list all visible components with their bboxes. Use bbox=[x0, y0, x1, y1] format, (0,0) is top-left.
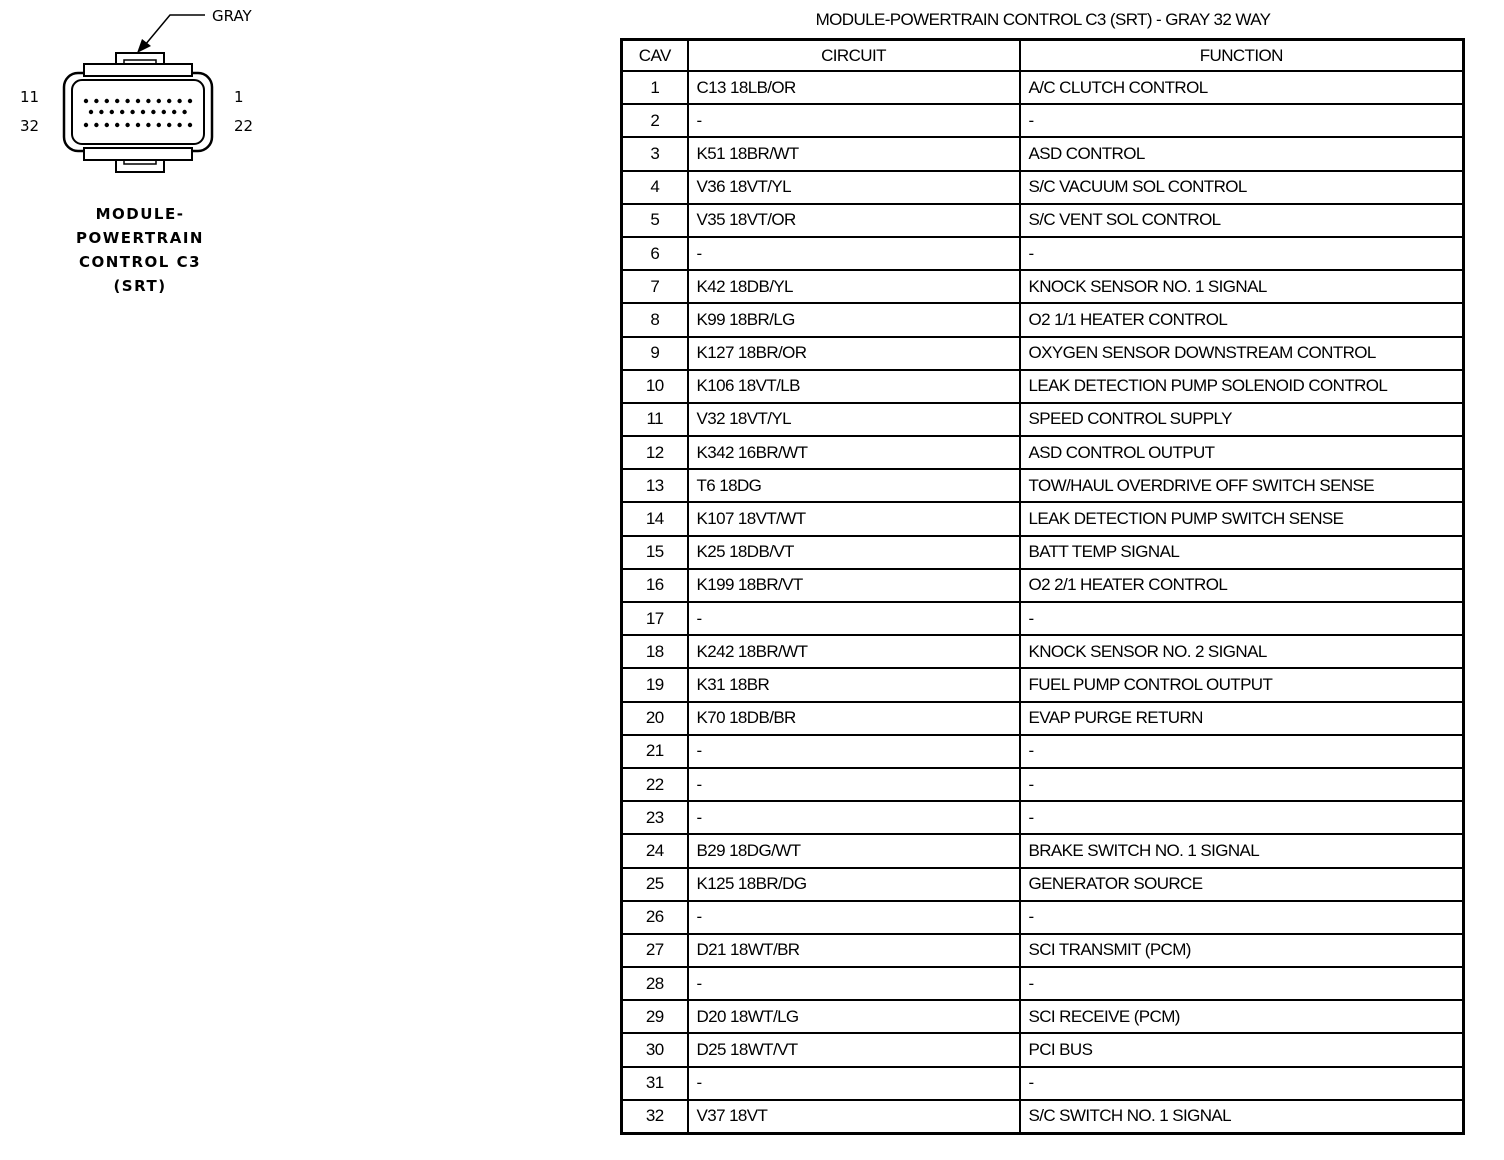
circuit-cell: K342 16BR/WT bbox=[688, 436, 1020, 469]
table-row bbox=[622, 801, 1464, 834]
connector-name bbox=[60, 202, 220, 298]
circuit-cell: - bbox=[688, 967, 1020, 1000]
function-cell: SPEED CONTROL SUPPLY bbox=[1020, 403, 1464, 436]
cav-cell: 25 bbox=[622, 868, 688, 901]
connector-name-line: CONTROL C3 bbox=[78, 253, 202, 271]
table-row bbox=[622, 502, 1464, 535]
function-cell: S/C VENT SOL CONTROL bbox=[1020, 204, 1464, 237]
header-function: FUNCTION bbox=[1020, 40, 1464, 72]
cav-cell: 22 bbox=[622, 768, 688, 801]
cav-cell: 30 bbox=[622, 1033, 688, 1066]
pinout-table bbox=[620, 38, 1465, 1135]
function-cell: - bbox=[1020, 768, 1464, 801]
pin-label-bottom-right: 22 bbox=[234, 117, 254, 135]
table-row bbox=[622, 635, 1464, 668]
cav-cell: 17 bbox=[622, 602, 688, 635]
cav-cell: 23 bbox=[622, 801, 688, 834]
table-row bbox=[622, 536, 1464, 569]
cav-cell: 21 bbox=[622, 735, 688, 768]
table-row bbox=[622, 171, 1464, 204]
function-cell: GENERATOR SOURCE bbox=[1020, 868, 1464, 901]
circuit-cell: - bbox=[688, 801, 1020, 834]
table-row bbox=[622, 967, 1464, 1000]
table-row bbox=[622, 702, 1464, 735]
cav-cell: 29 bbox=[622, 1000, 688, 1033]
function-cell: SCI RECEIVE (PCM) bbox=[1020, 1000, 1464, 1033]
circuit-cell: V37 18VT bbox=[688, 1100, 1020, 1134]
cav-cell: 7 bbox=[622, 270, 688, 303]
cav-cell: 10 bbox=[622, 370, 688, 403]
circuit-cell: B29 18DG/WT bbox=[688, 834, 1020, 867]
circuit-cell: T6 18DG bbox=[688, 469, 1020, 502]
function-cell: - bbox=[1020, 967, 1464, 1000]
function-cell: ASD CONTROL OUTPUT bbox=[1020, 436, 1464, 469]
table-row bbox=[622, 303, 1464, 336]
cav-cell: 3 bbox=[622, 137, 688, 170]
connector-pin bbox=[157, 123, 161, 127]
cav-cell: 2 bbox=[622, 104, 688, 137]
circuit-cell: V36 18VT/YL bbox=[688, 171, 1020, 204]
circuit-cell: - bbox=[688, 237, 1020, 270]
connector-pin bbox=[125, 99, 129, 103]
circuit-cell: D21 18WT/BR bbox=[688, 934, 1020, 967]
connector-pin bbox=[130, 110, 134, 114]
table-row bbox=[622, 403, 1464, 436]
function-cell: BATT TEMP SIGNAL bbox=[1020, 536, 1464, 569]
connector-pin bbox=[141, 110, 145, 114]
pin-label-top-left: 11 bbox=[20, 88, 40, 106]
function-cell: BRAKE SWITCH NO. 1 SIGNAL bbox=[1020, 834, 1464, 867]
cav-cell: 9 bbox=[622, 337, 688, 370]
cav-cell: 15 bbox=[622, 536, 688, 569]
circuit-cell: V35 18VT/OR bbox=[688, 204, 1020, 237]
table-title: MODULE-POWERTRAIN CONTROL C3 (SRT) - GRAY 32 WAY bbox=[815, 10, 1271, 29]
function-cell: PCI BUS bbox=[1020, 1033, 1464, 1066]
table-row bbox=[622, 204, 1464, 237]
function-cell: - bbox=[1020, 237, 1464, 270]
table-row bbox=[622, 868, 1464, 901]
table-row bbox=[622, 1067, 1464, 1100]
circuit-cell: K31 18BR bbox=[688, 668, 1020, 701]
connector-pin bbox=[182, 110, 186, 114]
pin-label-bottom-left: 32 bbox=[20, 117, 40, 135]
connector-pin bbox=[167, 99, 171, 103]
table-row bbox=[622, 137, 1464, 170]
circuit-cell: K51 18BR/WT bbox=[688, 137, 1020, 170]
table-body bbox=[622, 71, 1464, 1134]
table-row bbox=[622, 337, 1464, 370]
circuit-cell: - bbox=[688, 104, 1020, 137]
connector-pin bbox=[188, 123, 192, 127]
connector-color-label: GRAY bbox=[212, 7, 252, 25]
cav-cell: 13 bbox=[622, 469, 688, 502]
connector-pin bbox=[125, 123, 129, 127]
circuit-cell: - bbox=[688, 901, 1020, 934]
cav-cell: 32 bbox=[622, 1100, 688, 1134]
color-leader-line bbox=[145, 15, 205, 45]
connector-pin bbox=[120, 110, 124, 114]
circuit-cell: K99 18BR/LG bbox=[688, 303, 1020, 336]
function-cell: SCI TRANSMIT (PCM) bbox=[1020, 934, 1464, 967]
connector-pin bbox=[172, 110, 176, 114]
connector-pin bbox=[84, 99, 88, 103]
connector-name-line: (SRT) bbox=[113, 277, 167, 295]
connector-pin bbox=[94, 99, 98, 103]
table-row bbox=[622, 834, 1464, 867]
circuit-cell: - bbox=[688, 1067, 1020, 1100]
table-row bbox=[622, 469, 1464, 502]
connector-pin bbox=[146, 123, 150, 127]
cav-cell: 26 bbox=[622, 901, 688, 934]
cav-cell: 6 bbox=[622, 237, 688, 270]
function-cell: - bbox=[1020, 1067, 1464, 1100]
cav-cell: 5 bbox=[622, 204, 688, 237]
cav-cell: 28 bbox=[622, 967, 688, 1000]
connector-pin bbox=[94, 123, 98, 127]
circuit-cell: - bbox=[688, 768, 1020, 801]
function-cell: O2 1/1 HEATER CONTROL bbox=[1020, 303, 1464, 336]
table-row bbox=[622, 934, 1464, 967]
table-row bbox=[622, 668, 1464, 701]
circuit-cell: K125 18BR/DG bbox=[688, 868, 1020, 901]
circuit-cell: K107 18VT/WT bbox=[688, 502, 1020, 535]
table-row bbox=[622, 569, 1464, 602]
cav-cell: 4 bbox=[622, 171, 688, 204]
connector-pin bbox=[167, 123, 171, 127]
cav-cell: 24 bbox=[622, 834, 688, 867]
connector-pin bbox=[188, 99, 192, 103]
connector-pin bbox=[146, 99, 150, 103]
function-cell: S/C SWITCH NO. 1 SIGNAL bbox=[1020, 1100, 1464, 1134]
table-row bbox=[622, 237, 1464, 270]
function-cell: LEAK DETECTION PUMP SWITCH SENSE bbox=[1020, 502, 1464, 535]
function-cell: KNOCK SENSOR NO. 2 SIGNAL bbox=[1020, 635, 1464, 668]
connector-pin bbox=[151, 110, 155, 114]
pin-label-top-right: 1 bbox=[234, 88, 244, 106]
connector-pin bbox=[136, 99, 140, 103]
connector-pin bbox=[115, 99, 119, 103]
connector-pin bbox=[84, 123, 88, 127]
cav-cell: 18 bbox=[622, 635, 688, 668]
cav-cell: 19 bbox=[622, 668, 688, 701]
connector-name-line: MODULE- bbox=[95, 205, 185, 223]
function-cell: - bbox=[1020, 104, 1464, 137]
circuit-cell: V32 18VT/YL bbox=[688, 403, 1020, 436]
circuit-cell: - bbox=[688, 602, 1020, 635]
connector-pin bbox=[115, 123, 119, 127]
function-cell: - bbox=[1020, 801, 1464, 834]
circuit-cell: K25 18DB/VT bbox=[688, 536, 1020, 569]
table-row bbox=[622, 1000, 1464, 1033]
cav-cell: 14 bbox=[622, 502, 688, 535]
function-cell: OXYGEN SENSOR DOWNSTREAM CONTROL bbox=[1020, 337, 1464, 370]
table-row bbox=[622, 901, 1464, 934]
cav-cell: 12 bbox=[622, 436, 688, 469]
table-row bbox=[622, 735, 1464, 768]
circuit-cell: C13 18LB/OR bbox=[688, 71, 1020, 104]
function-cell: - bbox=[1020, 735, 1464, 768]
cav-cell: 11 bbox=[622, 403, 688, 436]
table-row bbox=[622, 602, 1464, 635]
connector-name-line: POWERTRAIN bbox=[76, 229, 204, 247]
cav-cell: 1 bbox=[622, 71, 688, 104]
circuit-cell: K127 18BR/OR bbox=[688, 337, 1020, 370]
function-cell: TOW/HAUL OVERDRIVE OFF SWITCH SENSE bbox=[1020, 469, 1464, 502]
table-row bbox=[622, 1100, 1464, 1134]
function-cell: - bbox=[1020, 901, 1464, 934]
function-cell: ASD CONTROL bbox=[1020, 137, 1464, 170]
function-cell: O2 2/1 HEATER CONTROL bbox=[1020, 569, 1464, 602]
connector-pin bbox=[105, 123, 109, 127]
cav-cell: 8 bbox=[622, 303, 688, 336]
table-row bbox=[622, 768, 1464, 801]
function-cell: A/C CLUTCH CONTROL bbox=[1020, 71, 1464, 104]
circuit-cell: D20 18WT/LG bbox=[688, 1000, 1020, 1033]
table-header-row bbox=[622, 40, 1464, 72]
function-cell: FUEL PUMP CONTROL OUTPUT bbox=[1020, 668, 1464, 701]
function-cell: LEAK DETECTION PUMP SOLENOID CONTROL bbox=[1020, 370, 1464, 403]
circuit-cell: K106 18VT/LB bbox=[688, 370, 1020, 403]
connector-pin bbox=[177, 123, 181, 127]
table-row bbox=[622, 1033, 1464, 1066]
function-cell: KNOCK SENSOR NO. 1 SIGNAL bbox=[1020, 270, 1464, 303]
connector-pin bbox=[99, 110, 103, 114]
table-row bbox=[622, 104, 1464, 137]
connector-pin bbox=[110, 110, 114, 114]
connector-pin bbox=[105, 99, 109, 103]
function-cell: S/C VACUUM SOL CONTROL bbox=[1020, 171, 1464, 204]
circuit-cell: K242 18BR/WT bbox=[688, 635, 1020, 668]
connector-pin bbox=[89, 110, 93, 114]
circuit-cell: D25 18WT/VT bbox=[688, 1033, 1020, 1066]
cav-cell: 20 bbox=[622, 702, 688, 735]
connector-pin bbox=[162, 110, 166, 114]
function-cell: EVAP PURGE RETURN bbox=[1020, 702, 1464, 735]
circuit-cell: K199 18BR/VT bbox=[688, 569, 1020, 602]
table-row bbox=[622, 71, 1464, 104]
header-circuit: CIRCUIT bbox=[688, 40, 1020, 72]
circuit-cell: - bbox=[688, 735, 1020, 768]
table-row bbox=[622, 436, 1464, 469]
connector-pin bbox=[157, 99, 161, 103]
connector-pin bbox=[177, 99, 181, 103]
cav-cell: 27 bbox=[622, 934, 688, 967]
cav-cell: 16 bbox=[622, 569, 688, 602]
table-row bbox=[622, 370, 1464, 403]
table-row bbox=[622, 270, 1464, 303]
connector-pin bbox=[136, 123, 140, 127]
header-cav: CAV bbox=[622, 40, 688, 72]
circuit-cell: K70 18DB/BR bbox=[688, 702, 1020, 735]
circuit-cell: K42 18DB/YL bbox=[688, 270, 1020, 303]
cav-cell: 31 bbox=[622, 1067, 688, 1100]
function-cell: - bbox=[1020, 602, 1464, 635]
